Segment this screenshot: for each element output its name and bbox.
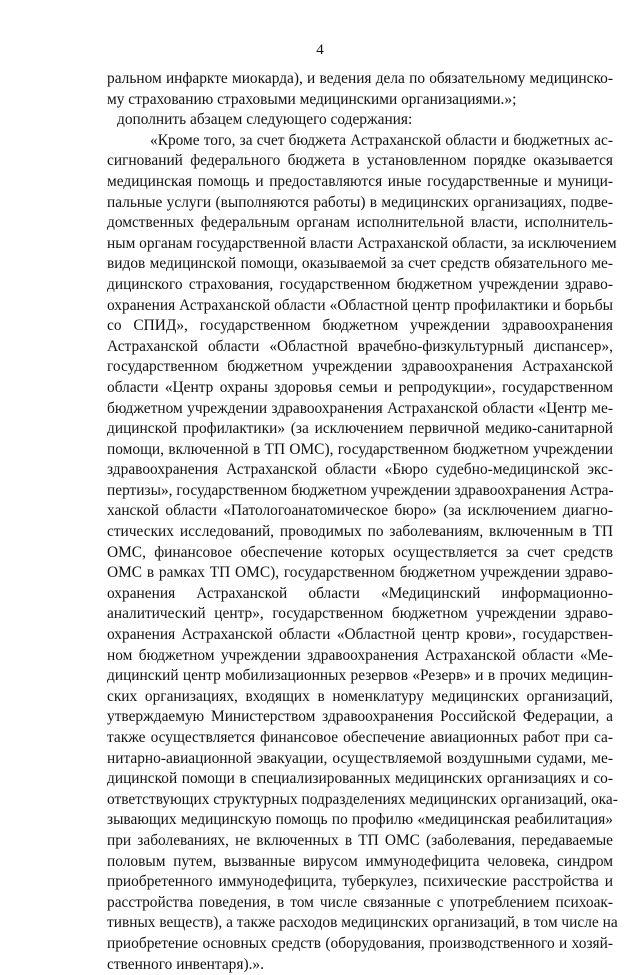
text-line: дицинской профилактики» (за исключением первичной медико-санитарной: [107, 420, 613, 438]
text-line: помощи, включенной в ТП ОМС), государственном бюджетном учреждении: [107, 440, 613, 458]
text-line: нитарно-авиационной эвакуации, осуществляемой воздушными судами, ме-: [107, 749, 613, 767]
text-line: ральном инфаркте миокарда), и ведения дела по обязательному медицинско-: [107, 70, 613, 87]
text-line: со СПИД», государственном бюджетном учреждении здравоохранения: [107, 317, 613, 335]
text-line: ственного инвентаря).».: [107, 955, 264, 973]
text-line: расстройства поведения, в том числе связанные с употреблением психоак-: [107, 893, 613, 911]
text-line: области «Центр охраны здоровья семьи и репродукции», государственном: [107, 378, 613, 396]
text-line: домственных федеральным органам исполнительной власти, исполнитель-: [107, 214, 613, 232]
text-line: дицинского страхования, государственном бюджетном учреждении здраво-: [107, 275, 613, 293]
text-line: Астраханской области «Областной врачебно-физкультурный диспансер»,: [107, 337, 613, 355]
text-line: утверждаемую Министерством здравоохранения Российской Федерации, а: [107, 708, 613, 726]
text-line: охранения Астраханской области «Областной центр профилактики и борьбы: [107, 296, 613, 314]
text-line: пальные услуги (выполняются работы) в медицинских организациях, подве-: [107, 193, 613, 211]
text-line: медицинская помощь и предоставляются иные государственные и муници-: [107, 172, 613, 190]
text-line: приобретение основных средств (оборудования, производственного и хозяй-: [107, 934, 613, 952]
text-line: ном бюджетном учреждении здравоохранения Астраханской области «Ме-: [107, 646, 613, 664]
text-line: ответствующих структурных подразделениях медицинских организаций, ока-: [107, 790, 618, 808]
text-line: приобретенного иммунодефицита, туберкулез, психические расстройства и: [107, 873, 613, 891]
text-line: ских организациях, входящих в номенклатуру медицинских организаций,: [107, 687, 613, 705]
text-line: зывающих медицинскую помощь по профилю «медицинская реабилитация»: [107, 811, 613, 829]
text-line: тивных веществ), а также расходов медицинских организаций, в том числе на: [107, 914, 618, 932]
text-line: государственном бюджетном учреждении здравоохранения Астраханской: [107, 358, 613, 376]
text-line: здравоохранения Астраханской области «Бюро судебно-медицинской экс-: [107, 461, 613, 479]
text-line: дицинской помощи в специализированных медицинских организациях и со-: [107, 770, 613, 788]
text-line: видов медицинской помощи, оказываемой за счет средств обязательного ме-: [107, 255, 613, 273]
text-line: дополнить абзацем следующего содержания:: [117, 111, 413, 129]
text-line: охранения Астраханской области «Медицинский информационно-: [107, 584, 613, 602]
text-line: ханской области «Патологоанатомическое бюро» (за исключением диагно-: [107, 502, 613, 520]
text-line: пертизы», государственном бюджетном учреждении здравоохранения Астра-: [107, 481, 614, 499]
text-line: при заболеваниях, не включенных в ТП ОМС (заболевания, передаваемые: [107, 831, 613, 849]
text-line: сигнований федерального бюджета в установленном порядке оказывается: [107, 152, 613, 170]
text-line: дицинский центр мобилизационных резервов «Резерв» и в прочих медицин-: [107, 667, 613, 685]
page-number: 4: [316, 42, 324, 58]
text-line: му страхованию страховыми медицинскими организациями.»;: [107, 90, 517, 108]
text-line: охранения Астраханской области «Областной центр крови», государствен-: [107, 626, 613, 644]
text-line: также осуществляется финансовое обеспечение авиационных работ при са-: [107, 729, 613, 746]
text-line: ОМС в рамках ТП ОМС), государственном бюджетном учреждении здраво-: [107, 564, 613, 582]
document-body: [107, 69, 618, 975]
text-line: стических исследований, проводимых по заболеваниям, включенным в ТП: [107, 523, 613, 541]
text-line: аналитический центр», государственном бюджетном учреждении здраво-: [107, 605, 613, 623]
text-line: «Кроме того, за счет бюджета Астраханской области и бюджетных ас-: [150, 131, 613, 149]
text-line: ОМС, финансовое обеспечение которых осуществляется за счет средств: [107, 543, 613, 561]
text-line: бюджетном учреждении здравоохранения Астраханской области «Центр ме-: [107, 399, 613, 417]
text-line: половым путем, вызванные вирусом иммунодефицита человека, синдром: [107, 852, 613, 870]
text-line: ным органам государственной власти Астраханской области, за исключением: [107, 234, 617, 252]
